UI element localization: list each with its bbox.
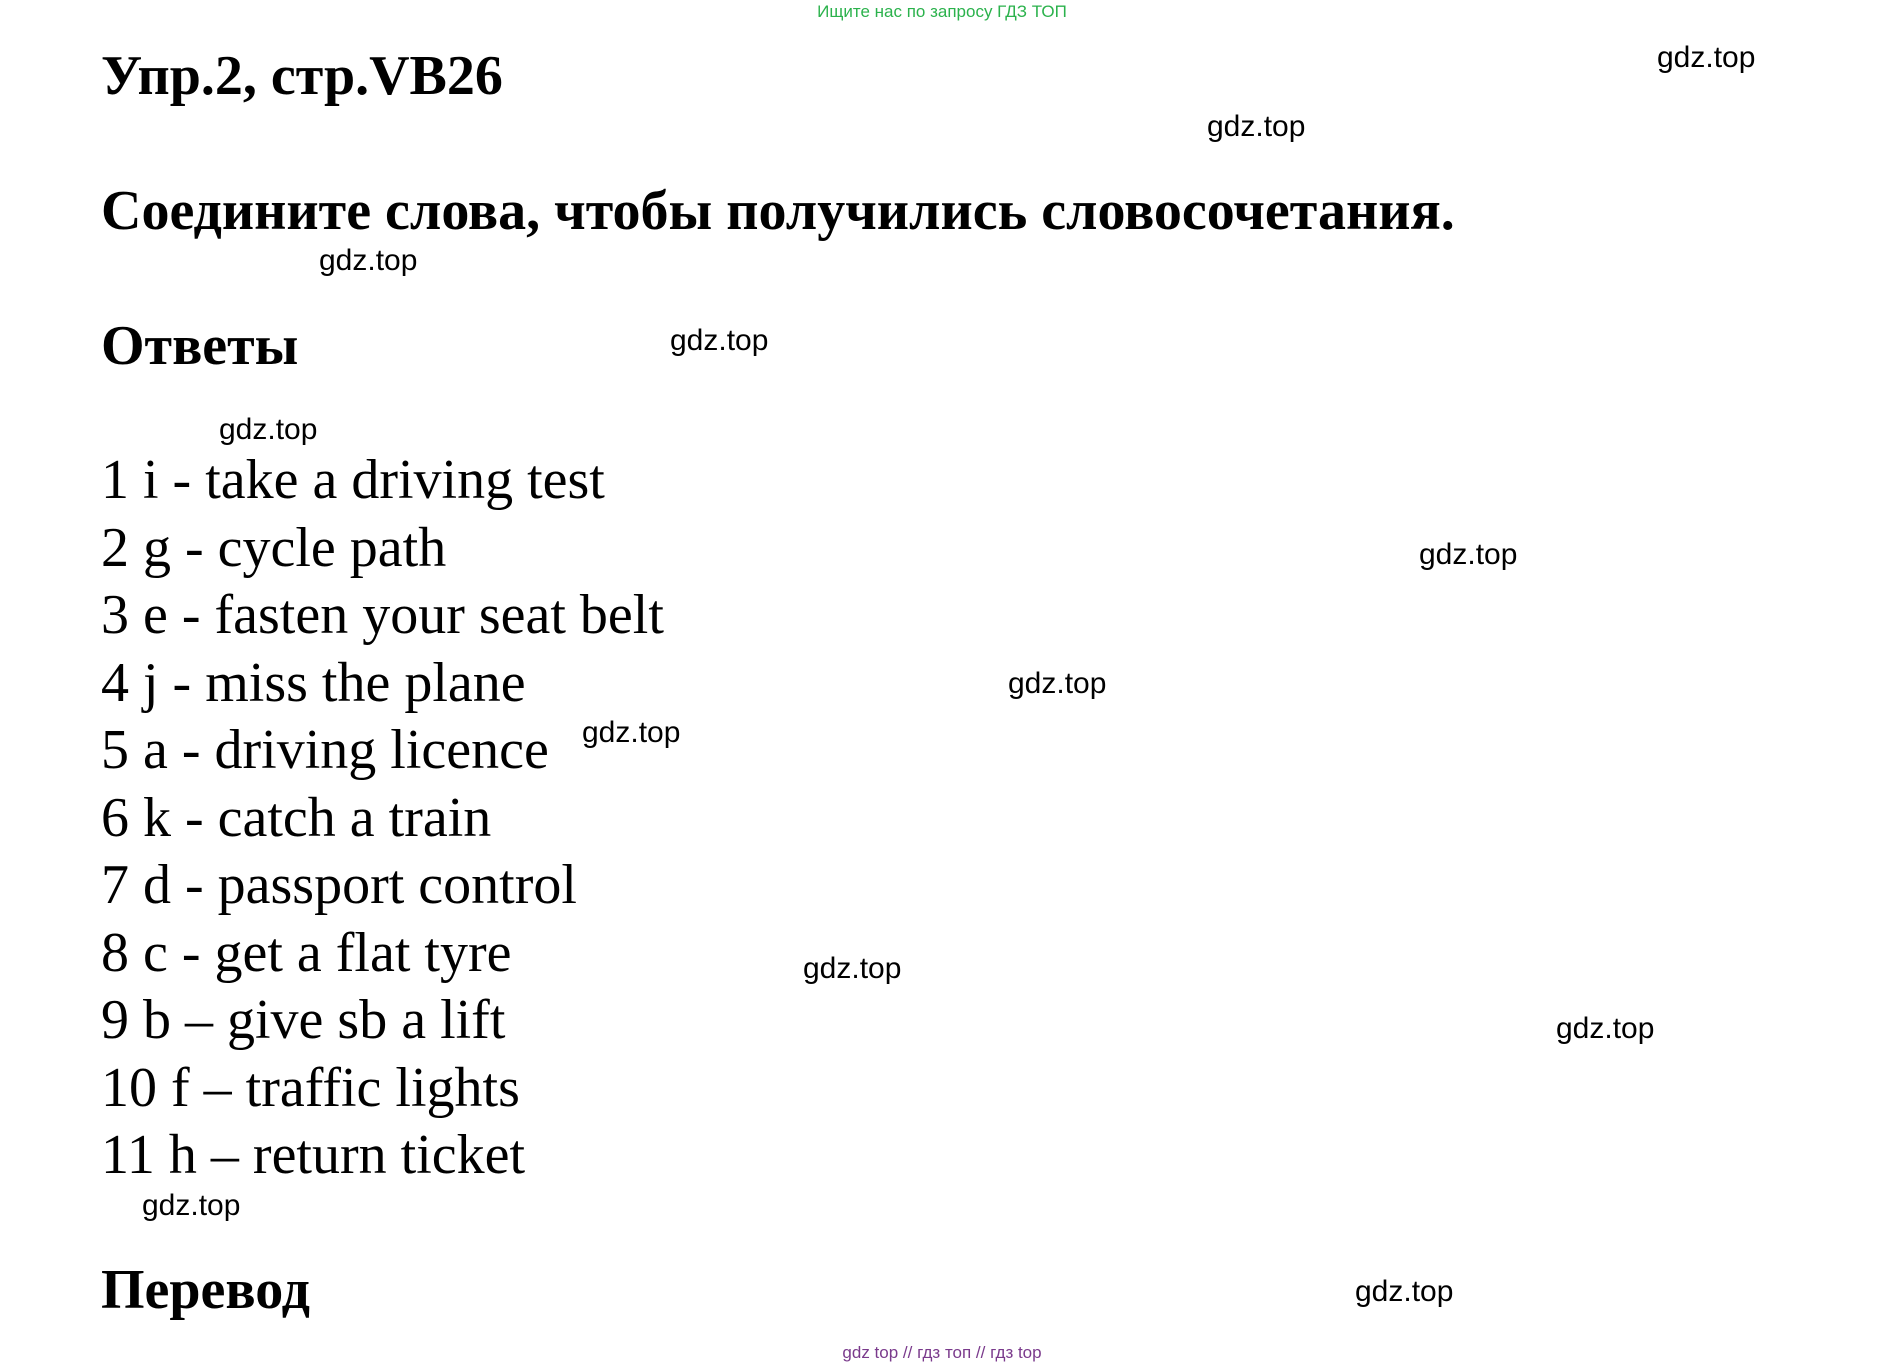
watermark: gdz.top [1657, 41, 1756, 74]
answer-item: 6 k - catch a train [101, 786, 492, 849]
task-instruction: Соедините слова, чтобы получились словосочетания. [101, 180, 1455, 242]
watermark: gdz.top [219, 413, 318, 446]
watermark: gdz.top [1008, 667, 1107, 700]
page-title: Упр.2, стр.VB26 [101, 45, 503, 107]
watermark: gdz.top [1207, 110, 1306, 143]
answer-item: 2 g - cycle path [101, 516, 447, 579]
watermark: gdz.top [1556, 1012, 1655, 1045]
answer-item: 7 d - passport control [101, 854, 577, 916]
watermark: gdz.top [582, 716, 681, 749]
watermark: gdz.top [1355, 1275, 1454, 1308]
translation-heading: Перевод [101, 1259, 310, 1321]
watermark: gdz.top [319, 244, 418, 277]
answer-item: 4 j - miss the plane [101, 651, 526, 714]
answer-item: 10 f – traffic lights [101, 1056, 520, 1119]
answer-item: 8 c - get a flat tyre [101, 921, 512, 984]
answer-item: 5 a - driving licence [101, 719, 549, 781]
answer-item: 3 e - fasten your seat belt [101, 584, 664, 646]
watermark: gdz.top [670, 324, 769, 357]
watermark: gdz.top [142, 1189, 241, 1222]
answer-item: 1 i - take a driving test [101, 449, 605, 511]
answer-item: 9 b – give sb a lift [101, 989, 506, 1051]
answers-list [101, 447, 664, 1190]
answers-heading: Ответы [101, 315, 299, 377]
footer-links: gdz top // гдз топ // гдз top [842, 1343, 1042, 1362]
answer-item: 11 h – return ticket [101, 1124, 526, 1186]
watermark: gdz.top [803, 952, 902, 985]
watermark: gdz.top [1419, 538, 1518, 571]
top-banner: Ищите нас по запросу ГДЗ ТОП [817, 2, 1067, 21]
